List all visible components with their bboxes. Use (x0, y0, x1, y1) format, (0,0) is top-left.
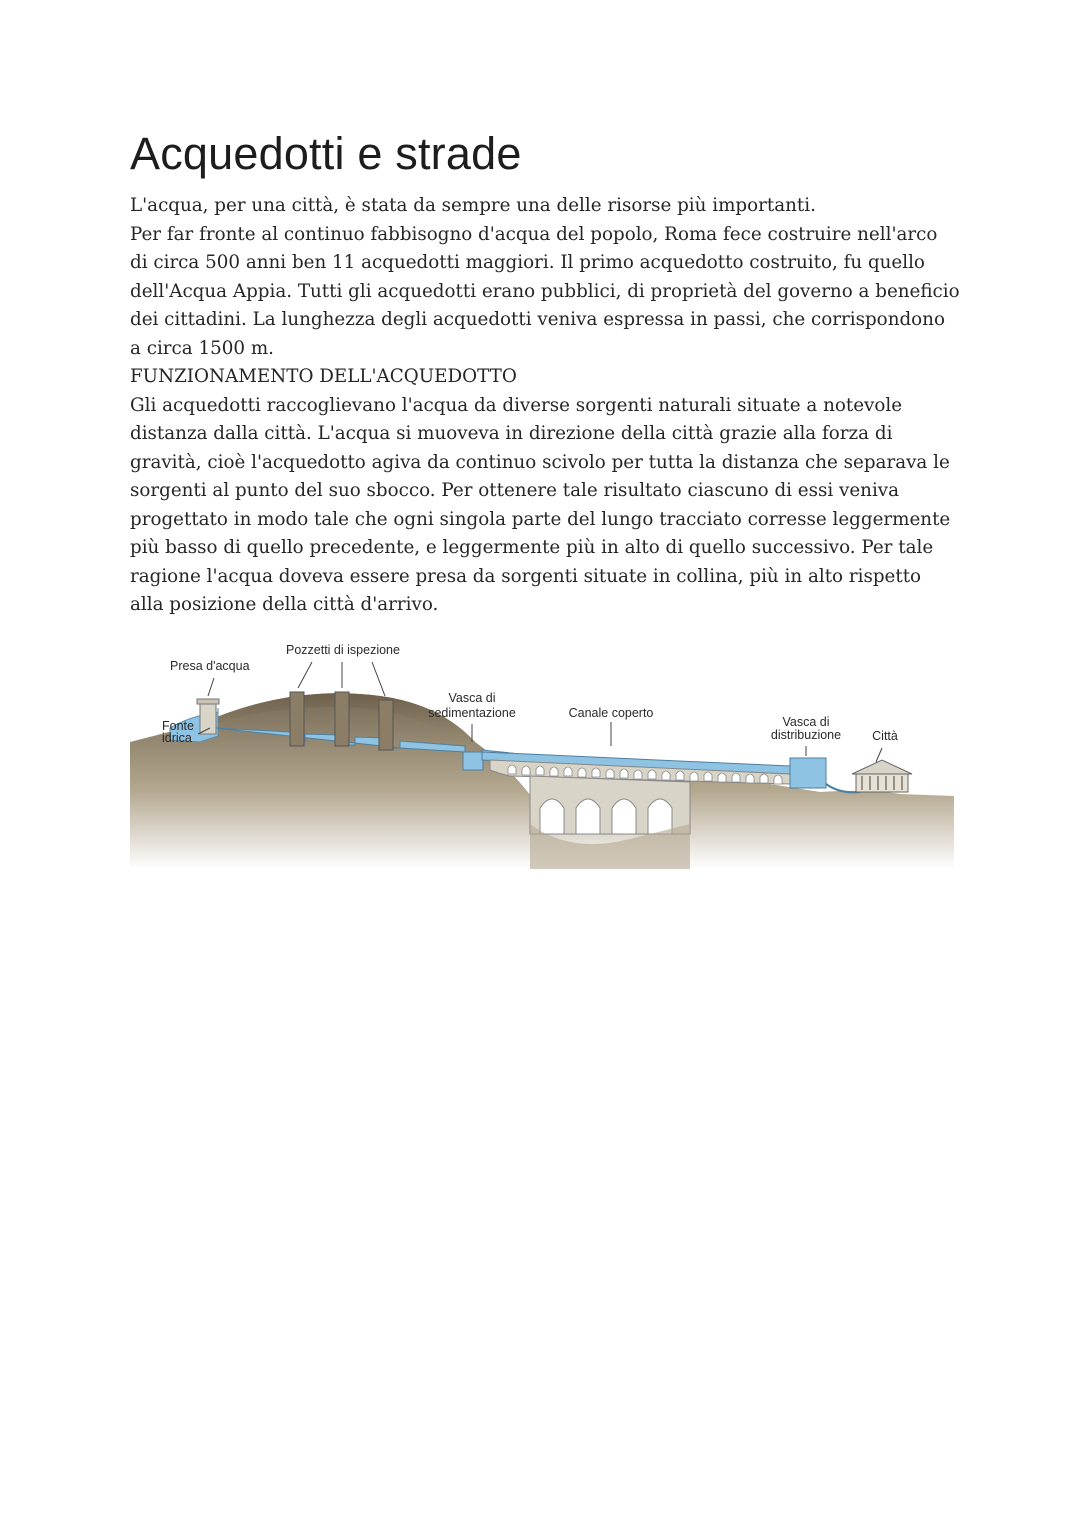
label-vasca-sedimentazione-line2: sedimentazione (428, 706, 516, 720)
city-building (852, 760, 912, 792)
page-title: Acquedotti e strade (130, 128, 522, 179)
label-citta: Città (872, 729, 898, 743)
distribution-tank (790, 758, 826, 788)
body-text (130, 192, 960, 620)
inspection-shaft-2 (335, 692, 349, 746)
paragraph-intro: L'acqua, per una città, è stata da sempre una delle risorse più importanti. (130, 195, 816, 216)
inspection-shaft-3 (379, 700, 393, 750)
paragraph-aqueducts: Per far fronte al continuo fabbisogno d'acqua del popolo, Roma fece costruire nell'arco di circa 500 anni ben 11 acquedotti maggiori. Il primo acquedotto costruito, fu quello dell'Acqua Appia. Tutti gli acquedotti erano pubblici, di proprietà del governo a beneficio dei cittadini. La lunghezza degli acquedotti veniva espressa in passi, che corrispondono a circa 1500 m. (130, 223, 960, 359)
aqueduct-diagram-svg (130, 624, 954, 869)
label-canale: Canale coperto (568, 706, 654, 720)
sedimentation-tank (463, 752, 483, 770)
label-fonte-line1: Fonte (162, 719, 194, 733)
paragraph-functioning: Gli acquedotti raccoglievano l'acqua da diverse sorgenti naturali situate a notevole distanza dalla città. L'acqua si muoveva in direzione della città grazie alla forza di gravità, cioè l'acquedotto agiva da continuo scivolo per tutta la distanza che separava le sorgenti al punto del suo sbocco. Per ottenere tale risultato ciascuno di essi veniva progettato in modo tale che ogni singola parte del lungo tracciato corresse leggermente più basso di quello precedente, e leggermente più in alto di quello successivo. Per tale ragione l'acqua doveva essere presa da sorgenti situate in collina, più in alto rispetto alla posizione della città d'arrivo. (130, 394, 951, 615)
label-fonte-line2: idrica (162, 731, 192, 745)
label-vasca-sedimentazione-line1: Vasca di (448, 691, 496, 705)
section-heading: FUNZIONAMENTO DELL'ACQUEDOTTO (130, 366, 517, 387)
label-presa: Presa d'acqua (170, 659, 250, 673)
label-vasca-distribuzione-line2: distribuzione (770, 728, 842, 742)
aqueduct-diagram (130, 624, 954, 869)
label-vasca-distribuzione-line1: Vasca di (782, 715, 830, 729)
inspection-shaft-1 (290, 692, 304, 746)
document-page (130, 128, 960, 620)
label-pozzetti: Pozzetti di ispezione (286, 643, 400, 657)
